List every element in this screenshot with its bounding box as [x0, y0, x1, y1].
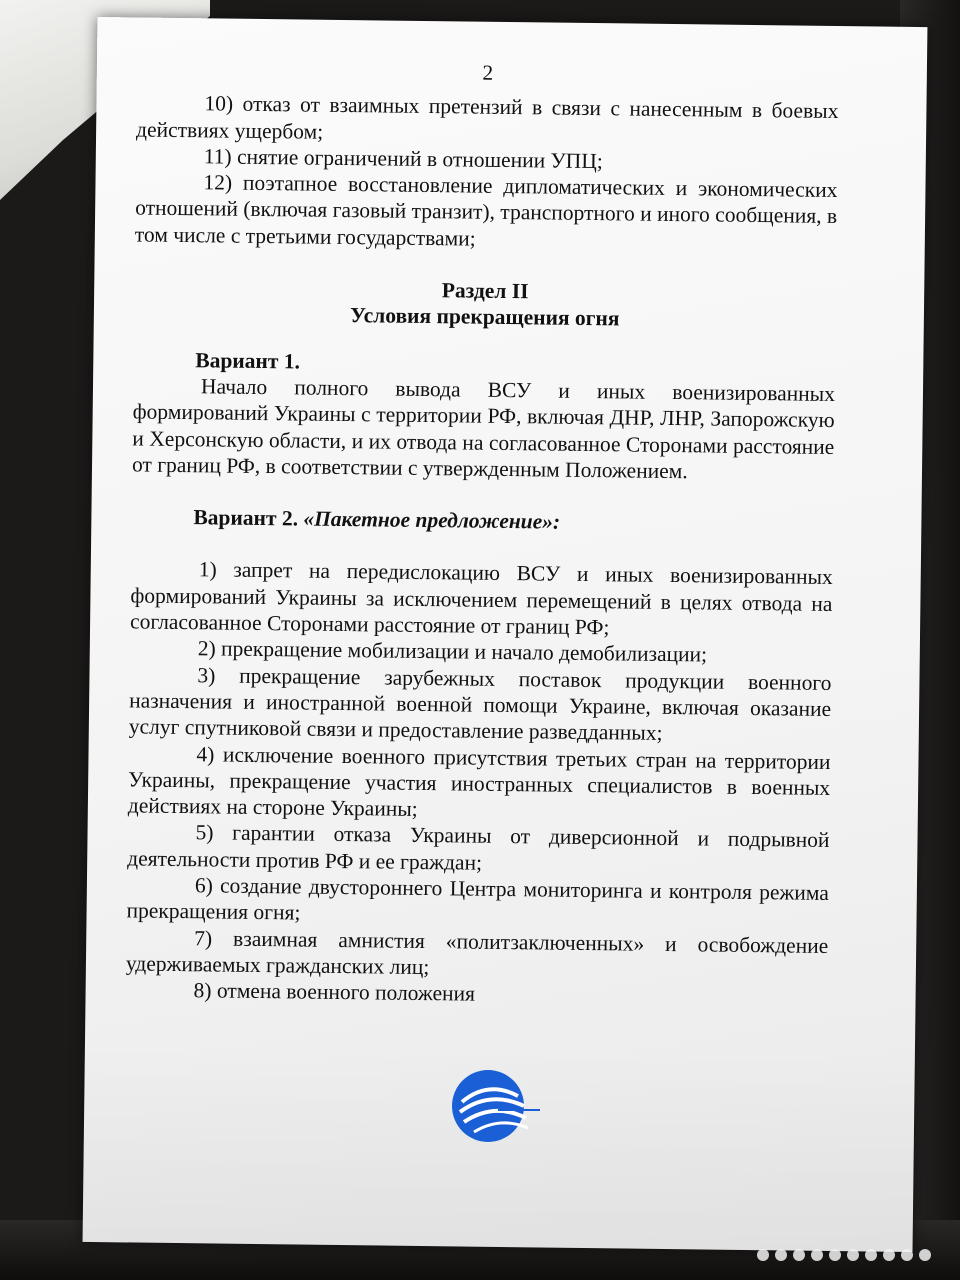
variant-2-item-2: 2) прекращение мобилизации и начало демобилизации; — [197, 636, 708, 667]
variant-1-label: Вариант 1. — [195, 347, 301, 374]
indicator-dot-icon — [883, 1249, 895, 1261]
indicator-dot-icon — [757, 1249, 769, 1261]
indicator-dot-icon — [775, 1249, 787, 1261]
variant-2-item-3: 3) прекращение зарубежных поставок продукции военного назначения и иностранной военной помощи Украине, включая оказание услуг спутниковой связи и предоставление разведданных; — [128, 662, 832, 746]
indicator-dot-icon — [847, 1249, 859, 1261]
variant-2-item-5: 5) гарантии отказа Украины от диверсионной и подрывной деятельности против РФ и ее граждан; — [127, 820, 830, 875]
indicator-dot-icon — [919, 1249, 931, 1261]
variant-2-item-6: 6) создание двустороннего Центра мониторинга и контроля режима прекращения огня; — [126, 873, 830, 925]
variant-2-item-7: 7) взаимная амнистия «политзаключенных» и освобождение удерживаемых гражданских лиц; — [125, 925, 829, 980]
variant-2-item-8: 8) отмена военного положения — [193, 978, 476, 1006]
watermark-logo-icon — [448, 1062, 540, 1144]
indicator-dot-icon — [793, 1249, 805, 1261]
variant-2-label: Вариант 2. — [193, 505, 299, 531]
section-number: Раздел II — [441, 278, 529, 304]
variant-2-item-1: 1) запрет на передислокацию ВСУ и иных военизированных формирований Украины за исключением перемещений в целях отвода на согласованное Сторонами расстояние от границ РФ; — [129, 557, 833, 640]
document-text — [125, 55, 839, 1011]
list-item-10: 10) отказ от взаимных претензий в связи с нанесенным в боевых действиях ущербом; — [136, 91, 839, 144]
list-item-11: 11) снятие ограничений в отношении УПЦ; — [203, 144, 603, 174]
indicator-dot-icon — [811, 1249, 823, 1261]
indicator-dots — [757, 1248, 937, 1262]
indicator-dot-icon — [901, 1249, 913, 1261]
indicator-dot-icon — [865, 1249, 877, 1261]
variant-2-title: «Пакетное предложение»: — [303, 506, 561, 534]
list-item-12: 12) поэтапное восстановление дипломатических и экономических отношений (включая газовый транзит), транспортного и иного сообщения, в том числе с третьими государствами; — [134, 170, 838, 251]
variant-2-item-4: 4) исключение военного присутствия третьих стран на территории Украины, прекращение участия иностранных специалистов в военных действиях на стороне Украины; — [127, 741, 831, 822]
variant-1-text: Начало полного вывода ВСУ и иных военизированных формирований Украины с территории РФ, включая ДНР, ЛНР, Запорожскую и Херсонскую области, и их отвода на согласованное Сторонами расстояние от границ РФ, в соответствии с утвержденным Положением. — [131, 374, 836, 484]
page-number: 2 — [482, 60, 494, 85]
indicator-dot-icon — [829, 1249, 841, 1261]
section-title: Условия прекращения огня — [350, 303, 620, 331]
